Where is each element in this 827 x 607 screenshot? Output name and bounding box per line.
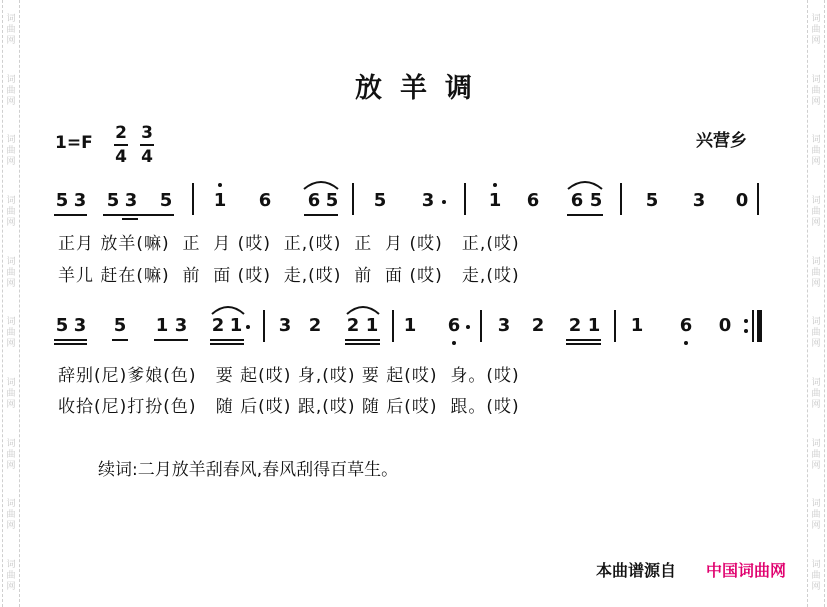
barline	[192, 183, 194, 215]
note: 5	[55, 190, 69, 211]
note: 1	[365, 315, 379, 336]
watermark-text: 词 曲 网	[811, 195, 821, 228]
watermark-text: 词 曲 网	[6, 317, 16, 350]
beam-underline	[345, 343, 380, 345]
lyric-line-3: 辞别(尼)爹娘(色) 要 起(哎) 身,(哎) 要 起(哎) 身。(哎)	[58, 366, 520, 386]
note: 5	[159, 190, 173, 211]
note: 3	[174, 315, 188, 336]
note: 5	[106, 190, 120, 211]
watermark-text: 词 曲 网	[6, 499, 16, 532]
watermark-text: 词 曲 网	[811, 256, 821, 289]
beam-underline	[566, 343, 601, 345]
note: 2	[346, 315, 360, 336]
note: 2	[568, 315, 582, 336]
barline	[263, 310, 265, 342]
watermark-text: 词 曲 网	[811, 13, 821, 46]
beam-underline	[210, 343, 244, 345]
note: 1	[488, 190, 502, 211]
note: 3	[497, 315, 511, 336]
beam-underline	[112, 339, 128, 341]
watermark-text: 词 曲 网	[6, 438, 16, 471]
note: 3	[692, 190, 706, 211]
note: 6	[307, 190, 321, 211]
note: 6	[570, 190, 584, 211]
site-link[interactable]: 中国词曲网	[706, 561, 787, 580]
augmentation-dot	[246, 325, 250, 329]
note: 3	[73, 315, 87, 336]
watermark-text: 词 曲 网	[6, 135, 16, 168]
beam-underline	[566, 339, 601, 341]
note: 6	[679, 315, 693, 336]
note: 0	[735, 190, 749, 211]
note: 1	[213, 190, 227, 211]
repeat-dot	[744, 329, 748, 333]
note: 6	[526, 190, 540, 211]
note: 3	[124, 190, 138, 211]
meter-2-top: 3	[141, 123, 153, 143]
lyric-line-1: 正月 放羊(嘛) 正 月 (哎) 正,(哎) 正 月 (哎) 正,(哎)	[58, 234, 520, 254]
watermark-text: 词 曲 网	[6, 13, 16, 46]
barline	[352, 183, 354, 215]
source-label: 本曲谱源自	[596, 561, 677, 580]
note: 3	[73, 190, 87, 211]
author-credit: 兴营乡	[696, 131, 747, 151]
slur-arc	[566, 178, 604, 190]
augmentation-dot	[442, 200, 446, 204]
watermark-text: 词 曲 网	[6, 195, 16, 228]
note: 6	[258, 190, 272, 211]
beam-underline	[154, 339, 188, 341]
beam-underline	[210, 339, 244, 341]
barline	[620, 183, 622, 215]
lyric-line-4: 收拾(尼)打扮(色) 随 后(哎) 跟,(哎) 随 后(哎) 跟。(哎)	[58, 397, 520, 417]
note: 5	[589, 190, 603, 211]
note: 3	[278, 315, 292, 336]
barline	[392, 310, 394, 342]
watermark-text: 词 曲 网	[6, 560, 16, 593]
repeat-dot	[744, 319, 748, 323]
watermark-text: 词 曲 网	[811, 377, 821, 410]
beam-underline	[122, 218, 138, 220]
time-signature-2	[139, 122, 155, 168]
watermark-text: 词 曲 网	[811, 135, 821, 168]
watermark-text: 词 曲 网	[6, 377, 16, 410]
note: 5	[373, 190, 387, 211]
beam-underline	[103, 214, 174, 216]
watermark-text: 词 曲 网	[811, 560, 821, 593]
beam-underline	[54, 343, 87, 345]
watermark-text: 词 曲 网	[6, 256, 16, 289]
meter-2-bottom: 4	[141, 147, 153, 167]
note: 2	[211, 315, 225, 336]
note: 2	[308, 315, 322, 336]
note: 1	[229, 315, 243, 336]
note: 3	[421, 190, 435, 211]
watermark-text: 词 曲 网	[811, 499, 821, 532]
note: 0	[718, 315, 732, 336]
note: 6	[447, 315, 461, 336]
lyric-line-2: 羊儿 赶在(嘛) 前 面 (哎) 走,(哎) 前 面 (哎) 走,(哎)	[58, 266, 520, 286]
repeat-thick-bar	[757, 310, 762, 342]
note: 1	[630, 315, 644, 336]
meter-1-top: 2	[115, 123, 127, 143]
note: 5	[113, 315, 127, 336]
beam-underline	[567, 214, 603, 216]
slur-arc	[210, 303, 246, 315]
note: 1	[403, 315, 417, 336]
watermark-text: 词 曲 网	[811, 438, 821, 471]
watermark-text: 词 曲 网	[6, 74, 16, 107]
note: 1	[587, 315, 601, 336]
barline	[480, 310, 482, 342]
key-signature: 1=F	[55, 133, 93, 153]
note: 5	[325, 190, 339, 211]
slur-arc	[302, 178, 340, 190]
high-octave-dot	[493, 183, 497, 187]
beam-underline	[54, 214, 87, 216]
time-signature-1	[113, 122, 129, 168]
meter-1-bottom: 4	[115, 147, 127, 167]
beam-underline	[345, 339, 380, 341]
continuation-lyrics: 续词:二月放羊刮春风,春风刮得百草生。	[98, 460, 399, 480]
high-octave-dot	[218, 183, 222, 187]
barline	[614, 310, 616, 342]
beam-underline	[54, 339, 87, 341]
barline	[757, 183, 759, 215]
low-octave-dot	[684, 341, 688, 345]
note: 2	[531, 315, 545, 336]
augmentation-dot	[466, 325, 470, 329]
repeat-thin-bar	[752, 310, 754, 342]
song-title: 放羊调	[355, 73, 490, 104]
note: 5	[645, 190, 659, 211]
low-octave-dot	[452, 341, 456, 345]
note: 1	[155, 315, 169, 336]
beam-underline	[304, 214, 338, 216]
barline	[464, 183, 466, 215]
watermark-text: 词 曲 网	[811, 317, 821, 350]
watermark-text: 词 曲 网	[811, 74, 821, 107]
note: 5	[55, 315, 69, 336]
slur-arc	[345, 303, 381, 315]
